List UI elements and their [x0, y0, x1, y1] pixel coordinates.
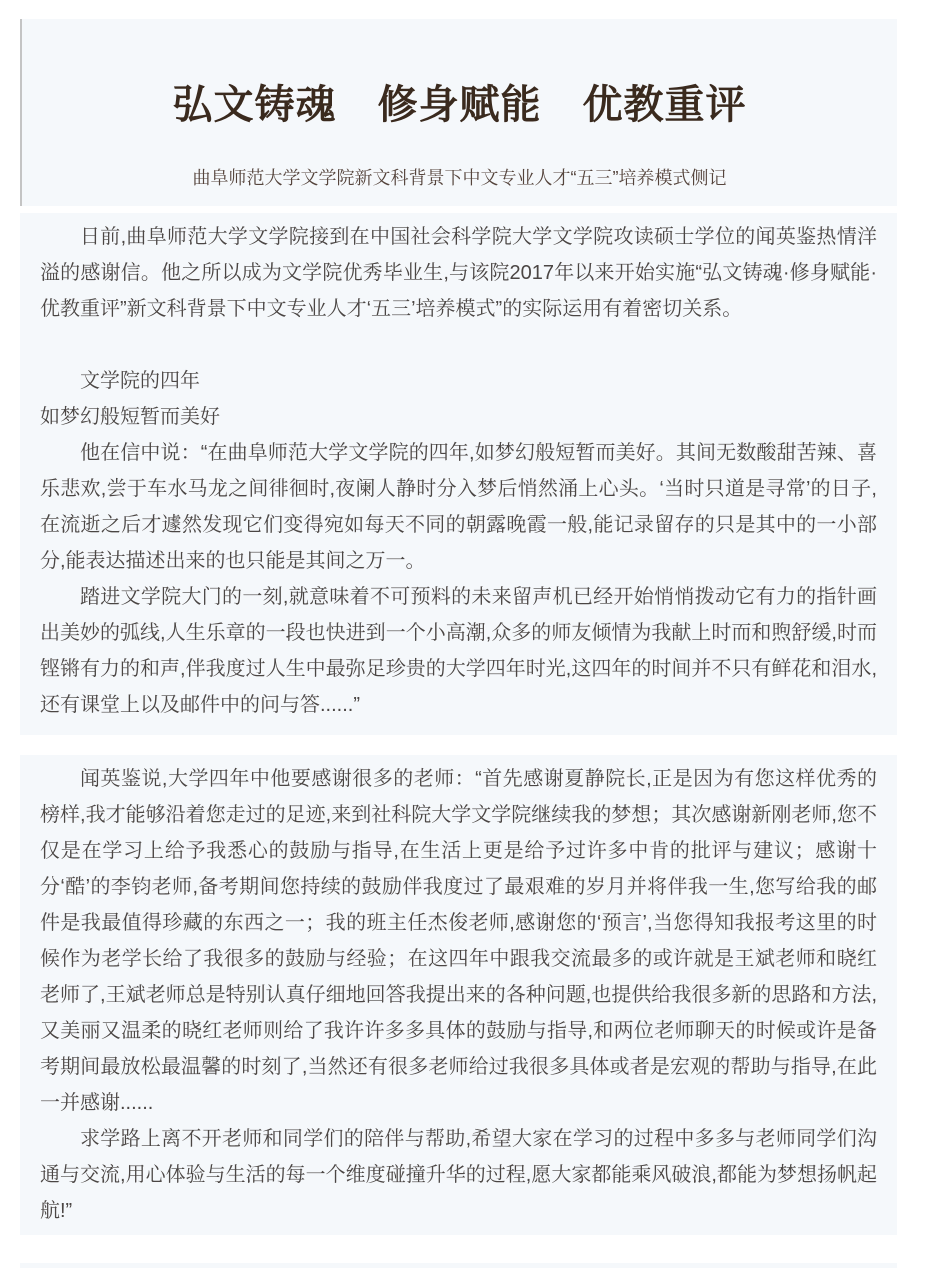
section-letter: [20, 755, 897, 1235]
section-intro: [20, 213, 897, 735]
subhead-line-1: 文学院的四年: [80, 370, 200, 392]
letter-paragraph-2: 求学路上离不开老师和同学们的陪伴与帮助,希望大家在学习的过程中多多与老师同学们沟通与交流,用心体验与生活的每一个维度碰撞升华的过程,愿大家都能乘风破浪,都能为梦想扬帆起航!”: [40, 1128, 877, 1222]
letter-paragraph-1: 闻英鉴说,大学四年中他要感谢很多的老师：“首先感谢夏静院长,正是因为有您这样优秀的榜样,我才能够沿着您走过的足迹,来到社科院大学文学院继续我的梦想；其次感谢新刚老师,您不仅是在学习上给予我悉心的鼓励与指导,在生活上更是给予过许多中肯的批评与建议；感谢十分‘酷’的李钧老师,备考期间您持续的鼓励伴我度过了最艰难的岁月并将伴我一生,您写给我的邮件是我最值得珍藏的东西之一；我的班主任杰俊老师,感谢您的‘预言’,当您得知我报考这里的时候作为老学长给了我很多的鼓励与经验；在这四年中跟我交流最多的或许就是王斌老师和晓红老师了,王斌老师总是特别认真仔细地回答我提出来的各种问题,也提供给我很多新的思路和方法,又美丽又温柔的晓红老师则给了我许许多多具体的鼓励与指导,和两位老师聊天的时候或许是备考期间最放松最温馨的时刻了,当然还有很多老师给过我很多具体或者是宏观的帮助与指导,在此一并感谢......: [40, 768, 877, 1114]
next-section-sliver: [20, 1263, 897, 1268]
article-header: [20, 19, 897, 206]
article-page: [0, 19, 927, 1235]
page-subtitle: 曲阜师范大学文学院新文科背景下中文专业人才“五三”培养模式侧记: [192, 168, 727, 188]
page-title: 弘文铸魂 修身赋能 优教重评: [172, 83, 747, 127]
subhead-line-2: 如梦幻般短暂而美好: [40, 406, 220, 428]
intro-paragraph-1: 日前,曲阜师范大学文学院接到在中国社会科学院大学文学院攻读硕士学位的闻英鉴热情洋溢的感谢信。他之所以成为文学院优秀毕业生,与该院2017年以来开始实施“弘文铸魂·修身赋能·优教重评”新文科背景下中文专业人才‘五三’培养模式”的实际运用有着密切关系。: [40, 226, 877, 320]
intro-paragraph-2: 他在信中说：“在曲阜师范大学文学院的四年,如梦幻般短暂而美好。其间无数酸甜苦辣、喜乐悲欢,尝于车水马龙之间徘徊时,夜阑人静时分入梦后悄然涌上心头。‘当时只道是寻常’的日子,在流逝之后才遽然发现它们变得宛如每天不同的朝露晚霞一般,能记录留存的只是其中的一小部分,能表达描述出来的也只能是其间之万一。: [40, 442, 877, 572]
intro-paragraph-3: 踏进文学院大门的一刻,就意味着不可预料的未来留声机已经开始悄悄拨动它有力的指针画出美妙的弧线,人生乐章的一段也快进到一个小高潮,众多的师友倾情为我献上时而和煦舒缓,时而铿锵有力的和声,伴我度过人生中最弥足珍贵的大学四年时光,这四年的时间并不只有鲜花和泪水,还有课堂上以及邮件中的问与答......”: [40, 586, 877, 716]
